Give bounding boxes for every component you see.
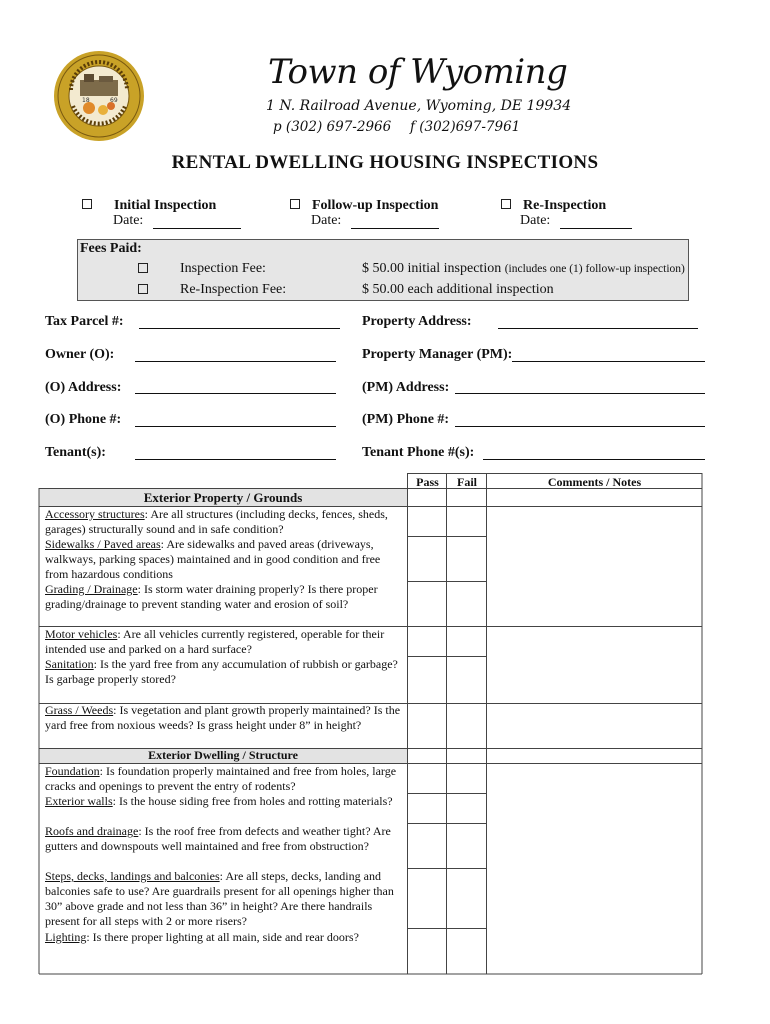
- initial-checkbox[interactable]: [82, 199, 92, 209]
- followup-date-field[interactable]: [351, 228, 439, 229]
- town-phone: p (302) 697-2966: [273, 119, 392, 135]
- item-name: Sanitation: [45, 657, 94, 671]
- tenant-phone-label: Tenant Phone #(s):: [362, 445, 475, 460]
- followup-date-label: Date:: [311, 213, 342, 228]
- tenants-label: Tenant(s):: [45, 445, 106, 460]
- reinspection-date-label: Date:: [520, 213, 551, 228]
- reinspection-fee-label: Re-Inspection Fee:: [180, 282, 287, 297]
- property-address-field[interactable]: [498, 328, 698, 329]
- item-name: Steps, decks, landings and balconies: [45, 869, 220, 883]
- item-text: : Are sidewalks and paved areas (driveways, walkways, parking spaces) maintained and in good condition and free from hazardous conditions: [45, 537, 381, 581]
- item-name: Lighting: [45, 930, 87, 944]
- item-text: : Are all steps, decks, landing and balconies safe to use? Are guardrails present for all openings higher than 30” above grade and not less than 36” in height? Are there handrails present for all steps with 2 or more risers?: [45, 869, 394, 928]
- followup-checkbox[interactable]: [290, 199, 300, 209]
- item-name: Motor vehicles: [45, 627, 118, 641]
- tax-parcel-label: Tax Parcel #:: [45, 314, 124, 329]
- item-text: : Is the yard free from any accumulation of rubbish or garbage? Is garbage properly stored?: [45, 657, 398, 686]
- pm-address-field[interactable]: [455, 393, 705, 394]
- svg-text:18: 18: [82, 97, 90, 104]
- inspection-fee-amount: [362, 261, 685, 277]
- section-title-exterior-dwelling: Exterior Dwelling / Structure: [148, 748, 298, 762]
- item-exterior-walls: [45, 794, 405, 809]
- initial-date: [113, 213, 241, 229]
- item-name: Exterior walls: [45, 794, 113, 808]
- item-name: Foundation: [45, 764, 100, 778]
- item-text: : Is there proper lighting at all main, side and rear doors?: [86, 930, 359, 944]
- item-text: : Are all vehicles currently registered, operable for their intended use and parked on a hard surface?: [45, 627, 385, 656]
- owner-phone-label: (O) Phone #:: [45, 412, 122, 427]
- reinspection-fee-checkbox[interactable]: [138, 284, 148, 294]
- initial-label: Initial Inspection: [114, 198, 217, 213]
- inspection-option-followup[interactable]: [290, 196, 438, 214]
- owner-field[interactable]: [135, 361, 336, 362]
- item-name: Grading / Drainage: [45, 582, 138, 596]
- followup-label: Follow-up Inspection: [312, 198, 439, 213]
- owner-address-field[interactable]: [135, 393, 336, 394]
- item-name: Roofs and drainage: [45, 824, 139, 838]
- svg-text:69: 69: [110, 97, 118, 104]
- item-roofs-drainage: [45, 824, 405, 854]
- inspection-fee-label: Inspection Fee:: [180, 261, 266, 276]
- town-fax: f (302)697-7961: [410, 119, 521, 135]
- item-grading: [45, 582, 405, 612]
- followup-date: [311, 213, 439, 229]
- town-address: 1 N. Railroad Avenue, Wyoming, DE 19934: [266, 98, 572, 114]
- pm-phone-label: (PM) Phone #:: [362, 412, 450, 427]
- fail-column-header: Fail: [457, 475, 477, 489]
- initial-date-label: Date:: [113, 213, 144, 228]
- item-name: Grass / Weeds: [45, 703, 114, 717]
- town-name: Town of Wyoming: [268, 52, 568, 92]
- initial-date-field[interactable]: [153, 228, 241, 229]
- reinspection-label: Re-Inspection: [523, 198, 607, 213]
- inspection-fee-note: (includes one (1) follow-up inspection): [504, 263, 685, 275]
- item-sidewalks: [45, 537, 405, 582]
- property-manager-field[interactable]: [512, 361, 705, 362]
- tenants-field[interactable]: [135, 459, 336, 460]
- town-seal-logo: [53, 50, 145, 142]
- inspection-option-initial[interactable]: [82, 196, 216, 214]
- item-text: : Is foundation properly maintained and free from holes, large cracks and openings to prevent the entry of rodents?: [45, 764, 397, 793]
- section-title-exterior-property: Exterior Property / Grounds: [143, 490, 303, 505]
- pass-column-header: Pass: [416, 475, 439, 489]
- item-accessory-structures: [45, 507, 405, 537]
- item-text: : Is the roof free from defects and weather tight? Are gutters and downspouts well maintained and free from obstruction?: [45, 824, 391, 853]
- inspection-fee-checkbox[interactable]: [138, 263, 148, 273]
- item-grass-weeds: [45, 703, 405, 733]
- item-foundation: [45, 764, 405, 794]
- item-sanitation: [45, 657, 405, 687]
- item-name: Accessory structures: [45, 507, 145, 521]
- reinspection-date-field[interactable]: [560, 228, 632, 229]
- property-address-label: Property Address:: [362, 314, 472, 329]
- inspection-option-reinspection[interactable]: [501, 196, 606, 214]
- item-motor-vehicles: [45, 627, 405, 657]
- item-lighting: [45, 930, 405, 945]
- reinspection-date: [520, 213, 632, 229]
- property-manager-label: Property Manager (PM):: [362, 347, 513, 362]
- tenant-phone-field[interactable]: [483, 459, 705, 460]
- owner-address-label: (O) Address:: [45, 380, 122, 395]
- owner-phone-field[interactable]: [135, 426, 336, 427]
- item-text: : Is storm water draining properly? Is there proper grading/drainage to prevent standing water and erosion of soil?: [45, 582, 378, 611]
- owner-label: Owner (O):: [45, 347, 115, 362]
- item-text: : Is vegetation and plant growth properly maintained? Is the yard free from noxious weeds? Is grass height under 8” in height?: [45, 703, 401, 732]
- tax-parcel-field[interactable]: [139, 328, 340, 329]
- pm-phone-field[interactable]: [455, 426, 705, 427]
- document-title: RENTAL DWELLING HOUSING INSPECTIONS: [171, 152, 599, 173]
- item-name: Sidewalks / Paved areas: [45, 537, 161, 551]
- comments-column-header: Comments / Notes: [547, 475, 642, 489]
- item-steps-decks: [45, 869, 405, 929]
- item-text: : Is the house siding free from holes and rotting materials?: [112, 794, 393, 808]
- pm-address-label: (PM) Address:: [362, 380, 450, 395]
- inspection-fee-amount-text: $ 50.00 initial inspection: [362, 261, 502, 276]
- item-text: : Are all structures (including decks, fences, sheds, garages) structurally sound and in safe condition?: [45, 507, 388, 536]
- fees-heading: Fees Paid:: [80, 241, 142, 256]
- reinspection-checkbox[interactable]: [501, 199, 511, 209]
- reinspection-fee-amount: $ 50.00 each additional inspection: [362, 282, 554, 297]
